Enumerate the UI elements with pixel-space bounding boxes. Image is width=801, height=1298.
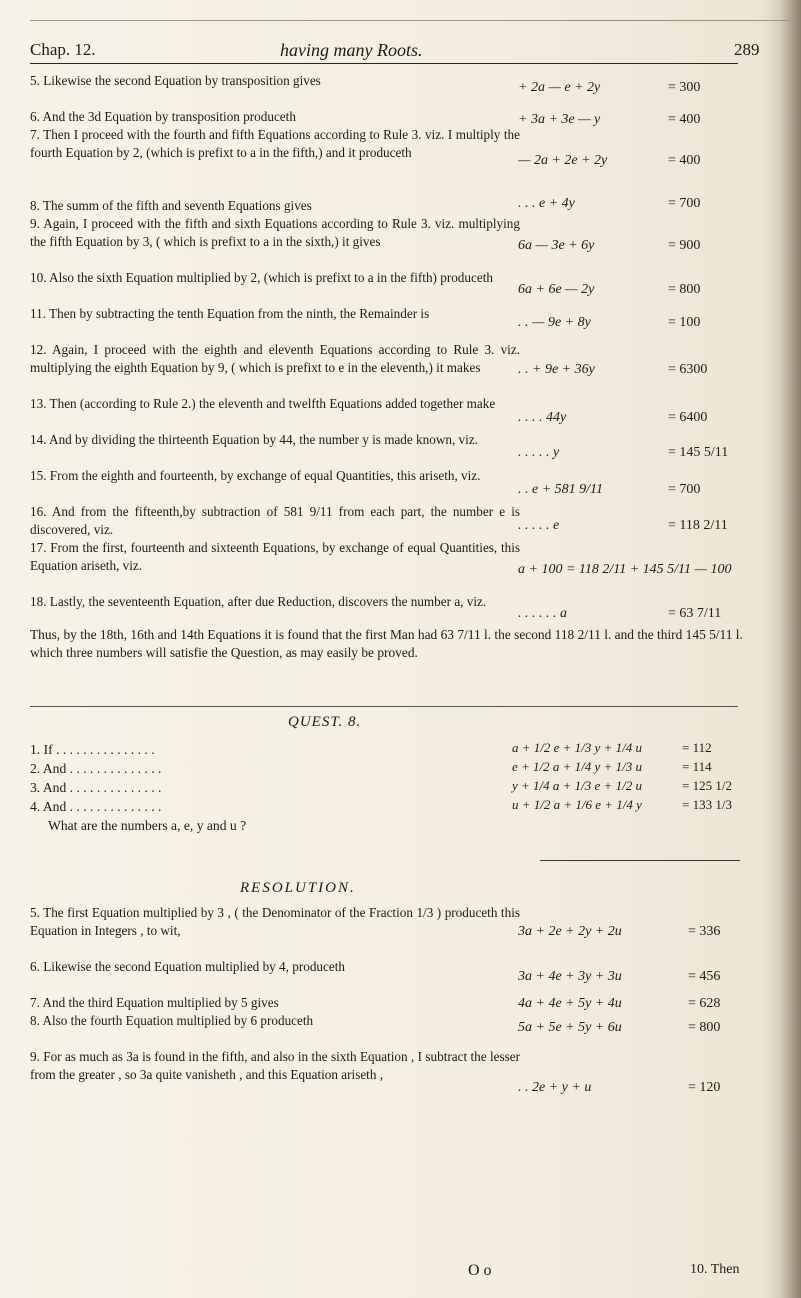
resolution-step-8-text: 8. Also the fourth Equation multiplied by 6 produceth xyxy=(30,1013,314,1028)
header-rule xyxy=(30,63,738,64)
quest-item-4-text: 4. And . . . . . . . . . . . . . . xyxy=(30,799,162,814)
equation-left: . . 2e + y + u xyxy=(518,1080,592,1095)
resolution-heading: RESOLUTION. xyxy=(240,880,356,896)
quest-item-3-text: 3. And . . . . . . . . . . . . . . xyxy=(30,780,162,795)
equation-right: = 400 xyxy=(668,153,701,168)
quest-item-1-text: 1. If . . . . . . . . . . . . . . . xyxy=(30,742,155,757)
equation-right: = 700 xyxy=(668,196,701,211)
step-15-text: 15. From the eighth and fourteenth, by exchange of equal Quantities, this ariseth, viz. xyxy=(30,468,481,483)
equation-right: = 63 7/11 xyxy=(668,606,722,621)
equation-right: = 700 xyxy=(668,482,701,497)
resolution-step-5-text: 5. The first Equation multiplied by 3 , ( the Denominator of the Fraction 1/3 ) produceth this Equation in Integers , to wit, xyxy=(30,905,520,938)
equation-left: . . . . . y xyxy=(518,445,560,460)
step-7-text: 7. Then I proceed with the fourth and fifth Equations according to Rule 3. viz. I multiply the fourth Equation by 2, (which is prefixt to a in the fifth,) and it produceth xyxy=(30,127,520,160)
page-number: 289 xyxy=(734,40,760,59)
step-9-text: 9. Again, I proceed with the fifth and sixth Equations according to Rule 3. viz. multiplying the fifth Equation by 3, ( which is prefixt to a in the sixth,) it gives xyxy=(30,216,520,249)
equation-left: a + 100 = 118 2/11 + 145 5/11 — 100 xyxy=(518,562,732,577)
top-page-edge-line xyxy=(30,20,790,21)
equation-left: . . . e + 4y xyxy=(518,196,575,211)
quest-rule xyxy=(540,860,740,861)
equation-left: . . . . 44y xyxy=(518,410,567,425)
equation-left: . . . . . . a xyxy=(518,606,567,621)
equation-right: = 133 1/3 xyxy=(682,797,732,812)
equation-right: = 628 xyxy=(688,996,721,1011)
step-13-text: 13. Then (according to Rule 2.) the eleventh and twelfth Equations added together make xyxy=(30,396,496,411)
equation-left: u + 1/2 a + 1/6 e + 1/4 y xyxy=(512,797,642,812)
equation-right: = 6300 xyxy=(668,362,708,377)
step-8-text: 8. The summ of the fifth and seventh Equations gives xyxy=(30,198,312,213)
equation-left: . . + 9e + 36y xyxy=(518,362,595,377)
quest-item-2-text: 2. And . . . . . . . . . . . . . . xyxy=(30,761,162,776)
equation-left: . . e + 581 9/11 xyxy=(518,482,604,497)
equation-left: y + 1/4 a + 1/3 e + 1/2 u xyxy=(512,778,642,793)
equation-left: 6a + 6e — 2y xyxy=(518,282,595,297)
equation-left: + 2a — e + 2y xyxy=(518,80,601,95)
step-18-text: 18. Lastly, the seventeenth Equation, after due Reduction, discovers the number a, viz. xyxy=(30,594,487,609)
chapter-label: Chap. 12. xyxy=(30,40,96,59)
equation-left: — 2a + 2e + 2y xyxy=(518,153,608,168)
signature-mark: O o xyxy=(468,1262,492,1279)
step-14-text: 14. And by dividing the thirteenth Equation by 44, the number y is made known, viz. xyxy=(30,432,478,447)
equation-right: = 118 2/11 xyxy=(668,518,728,533)
equation-right: = 125 1/2 xyxy=(682,778,732,793)
step-16-text: 16. And from the fifteenth,by subtraction of 581 9/11 from each part, the number e is discovered, viz. xyxy=(30,504,520,537)
equation-left: . . — 9e + 8y xyxy=(518,315,591,330)
catchword: 10. Then xyxy=(690,1262,740,1277)
step-5-text: 5. Likewise the second Equation by transposition gives xyxy=(30,73,321,88)
step-10-text: 10. Also the sixth Equation multiplied by 2, (which is prefixt to a in the fifth) produceth xyxy=(30,270,493,285)
equation-left: + 3a + 3e — y xyxy=(518,112,601,127)
equation-right: = 336 xyxy=(688,924,721,939)
equation-right: = 300 xyxy=(668,80,701,95)
equation-left: . . . . . e xyxy=(518,518,560,533)
equation-right: = 145 5/11 xyxy=(668,445,729,460)
resolution-step-9-text: 9. For as much as 3a is found in the fifth, and also in the sixth Equation , I subtract the lesser from the greater , so 3a quite vanisheth , and this Equation ariseth , xyxy=(30,1049,520,1082)
equation-left: 3a + 2e + 2y + 2u xyxy=(518,924,622,939)
equation-right: = 114 xyxy=(682,759,712,774)
steps-text-column xyxy=(30,72,520,629)
equation-left: 3a + 4e + 3y + 3u xyxy=(518,969,622,984)
equation-left: 4a + 4e + 5y + 4u xyxy=(518,996,622,1011)
equation-left: 5a + 5e + 5y + 6u xyxy=(518,1020,622,1035)
equation-right: = 112 xyxy=(682,740,712,755)
resolution-step-7-text: 7. And the third Equation multiplied by 5 gives xyxy=(30,995,279,1010)
resolution-step-6-text: 6. Likewise the second Equation multiplied by 4, produceth xyxy=(30,959,345,974)
resolution-text-column xyxy=(30,904,520,1120)
equation-left: 6a — 3e + 6y xyxy=(518,238,595,253)
equation-right: = 800 xyxy=(668,282,701,297)
step-17-text: 17. From the first, fourteenth and sixteenth Equations, by exchange of equal Quantities, this Equation ariseth, viz. xyxy=(30,540,520,573)
running-title: having many Roots. xyxy=(280,40,423,60)
equation-right: = 6400 xyxy=(668,410,708,425)
equation-left: e + 1/2 a + 1/4 y + 1/3 u xyxy=(512,759,642,774)
quest-heading: QUEST. 8. xyxy=(288,714,362,730)
conclusion-paragraph: Thus, by the 18th, 16th and 14th Equations it is found that the first Man had 63 7/11 l. the second 118 2/11 l. and the third 145 5/11 l. which three numbers will satisfie the Question, as may easily be proved. xyxy=(30,627,743,660)
equation-right: = 400 xyxy=(668,112,701,127)
equation-right: = 100 xyxy=(668,315,701,330)
step-6-text: 6. And the 3d Equation by transposition produceth xyxy=(30,109,296,124)
step-11-text: 11. Then by subtracting the tenth Equation from the ninth, the Remainder is xyxy=(30,306,430,321)
equation-right: = 900 xyxy=(668,238,701,253)
equation-right: = 120 xyxy=(688,1080,721,1095)
equation-right: = 800 xyxy=(688,1020,721,1035)
equation-left: a + 1/2 e + 1/3 y + 1/4 u xyxy=(512,740,642,755)
equation-right: = 456 xyxy=(688,969,721,984)
section-separator xyxy=(30,706,738,707)
step-12-text: 12. Again, I proceed with the eighth and eleventh Equations according to Rule 3. viz. multiplying the eighth Equation by 9, ( which is prefixt to e in the eleventh,) it makes xyxy=(30,342,520,375)
page-gutter-shadow xyxy=(763,0,801,1298)
quest-items-text xyxy=(30,740,310,835)
quest-question: What are the numbers a, e, y and u ? xyxy=(48,818,247,833)
